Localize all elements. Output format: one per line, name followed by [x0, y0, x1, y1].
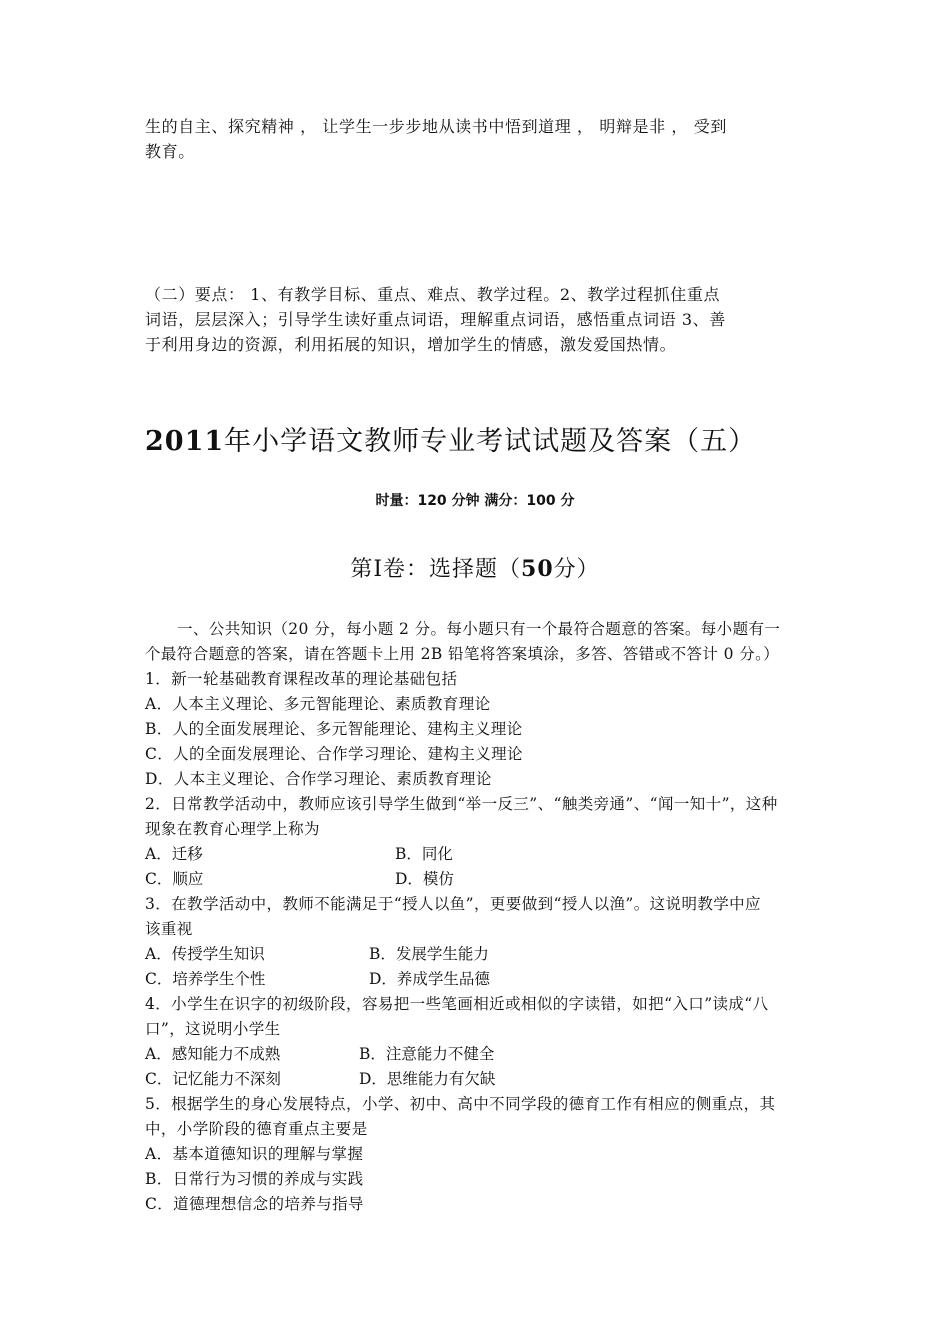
- paragraph-line: 于利用身边的资源，利用拓展的知识，增加学生的情感，激发爱国热情。: [145, 335, 677, 354]
- option-row: [145, 942, 807, 967]
- option-a: A．迁移: [145, 845, 203, 863]
- paragraph-line: （二）要点： 1、有教学目标、重点、难点、教学过程。2、教学过程抓住重点: [145, 285, 721, 304]
- continued-paragraph: [145, 114, 807, 164]
- option-a: A．基本道德知识的理解与掌握: [145, 1145, 364, 1163]
- section-heading: 第Ⅰ卷：选择题（50分）: [350, 556, 600, 582]
- section-score: 50: [521, 556, 554, 582]
- option-b: B．日常行为习惯的养成与实践: [145, 1170, 364, 1188]
- exam-title: [145, 422, 845, 462]
- option-row: [145, 842, 807, 867]
- paragraph-line: 生的自主、探究精神 ， 让学生一步步地从读书中悟到道理 ， 明辩是非 ， 受到: [145, 117, 727, 136]
- instructions-line: 个最符合题意的答案，请在答题卡上用 2B 铅笔将答案填涂，多答、答错或不答计 0 分。）: [145, 645, 780, 663]
- option-b: B．发展学生能力: [369, 945, 489, 963]
- option-c: C．记忆能力不深刻: [145, 1070, 281, 1088]
- option-c: C．人的全面发展理论、合作学习理论、建构主义理论: [145, 745, 523, 763]
- question-stem: 中，小学阶段的德育重点主要是: [145, 1120, 368, 1138]
- exam-title-year: 2011: [145, 426, 225, 457]
- option-d: D．人本主义理论、合作学习理论、素质教育理论: [145, 770, 492, 788]
- option-d: D．养成学生品德: [369, 970, 490, 988]
- exam-timing: 时量：120 分钟 满分：100 分: [375, 493, 575, 509]
- question-stem: 该重视: [145, 920, 193, 938]
- paragraph-line: 教育。: [145, 142, 195, 161]
- question-list: [145, 617, 807, 1217]
- key-points-paragraph: [145, 282, 807, 357]
- paragraph-line: 词语，层层深入；引导学生读好重点词语，理解重点词语，感悟重点词语 3、善: [145, 310, 726, 329]
- option-b: B．注意能力不健全: [359, 1045, 495, 1063]
- question-stem: 口”，这说明小学生: [145, 1020, 281, 1038]
- option-c: C．顺应: [145, 870, 204, 888]
- option-a: A．传授学生知识: [145, 945, 265, 963]
- instructions-line: 一、公共知识（20 分，每小题 2 分。每小题只有一个最符合题意的答案。每小题有一: [177, 620, 781, 638]
- option-c: C．培养学生个性: [145, 970, 266, 988]
- exam-title-text: 年小学语文教师专业考试试题及答案（五）: [224, 426, 757, 457]
- option-row: [145, 967, 807, 992]
- option-b: B．同化: [395, 845, 453, 863]
- question-stem: 现象在教育心理学上称为: [145, 820, 320, 838]
- option-c: C．道德理想信念的培养与指导: [145, 1195, 364, 1213]
- option-d: D．思维能力有欠缺: [359, 1070, 496, 1088]
- question-stem: 3．在教学活动中，教师不能满足于“授人以鱼”，更要做到“授人以渔”。这说明教学中应: [145, 895, 761, 913]
- option-a: A．人本主义理论、多元智能理论、素质教育理论: [145, 695, 491, 713]
- question-stem: 5．根据学生的身心发展特点，小学、初中、高中不同学段的德育工作有相应的侧重点，其: [145, 1095, 776, 1113]
- option-b: B．人的全面发展理论、多元智能理论、建构主义理论: [145, 720, 523, 738]
- question-stem: 4．小学生在识字的初级阶段，容易把一些笔画相近或相似的字读错，如把“入口”读成“八: [145, 995, 769, 1013]
- option-a: A．感知能力不成熟: [145, 1045, 281, 1063]
- option-row: [145, 867, 807, 892]
- question-stem: 1．新一轮基础教育课程改革的理论基础包括: [145, 670, 458, 688]
- option-row: [145, 1067, 807, 1092]
- option-row: [145, 1042, 807, 1067]
- option-d: D．模仿: [395, 870, 454, 888]
- question-stem: 2．日常教学活动中，教师应该引导学生做到“举一反三”、“触类旁通”、“闻一知十”，这种: [145, 795, 778, 813]
